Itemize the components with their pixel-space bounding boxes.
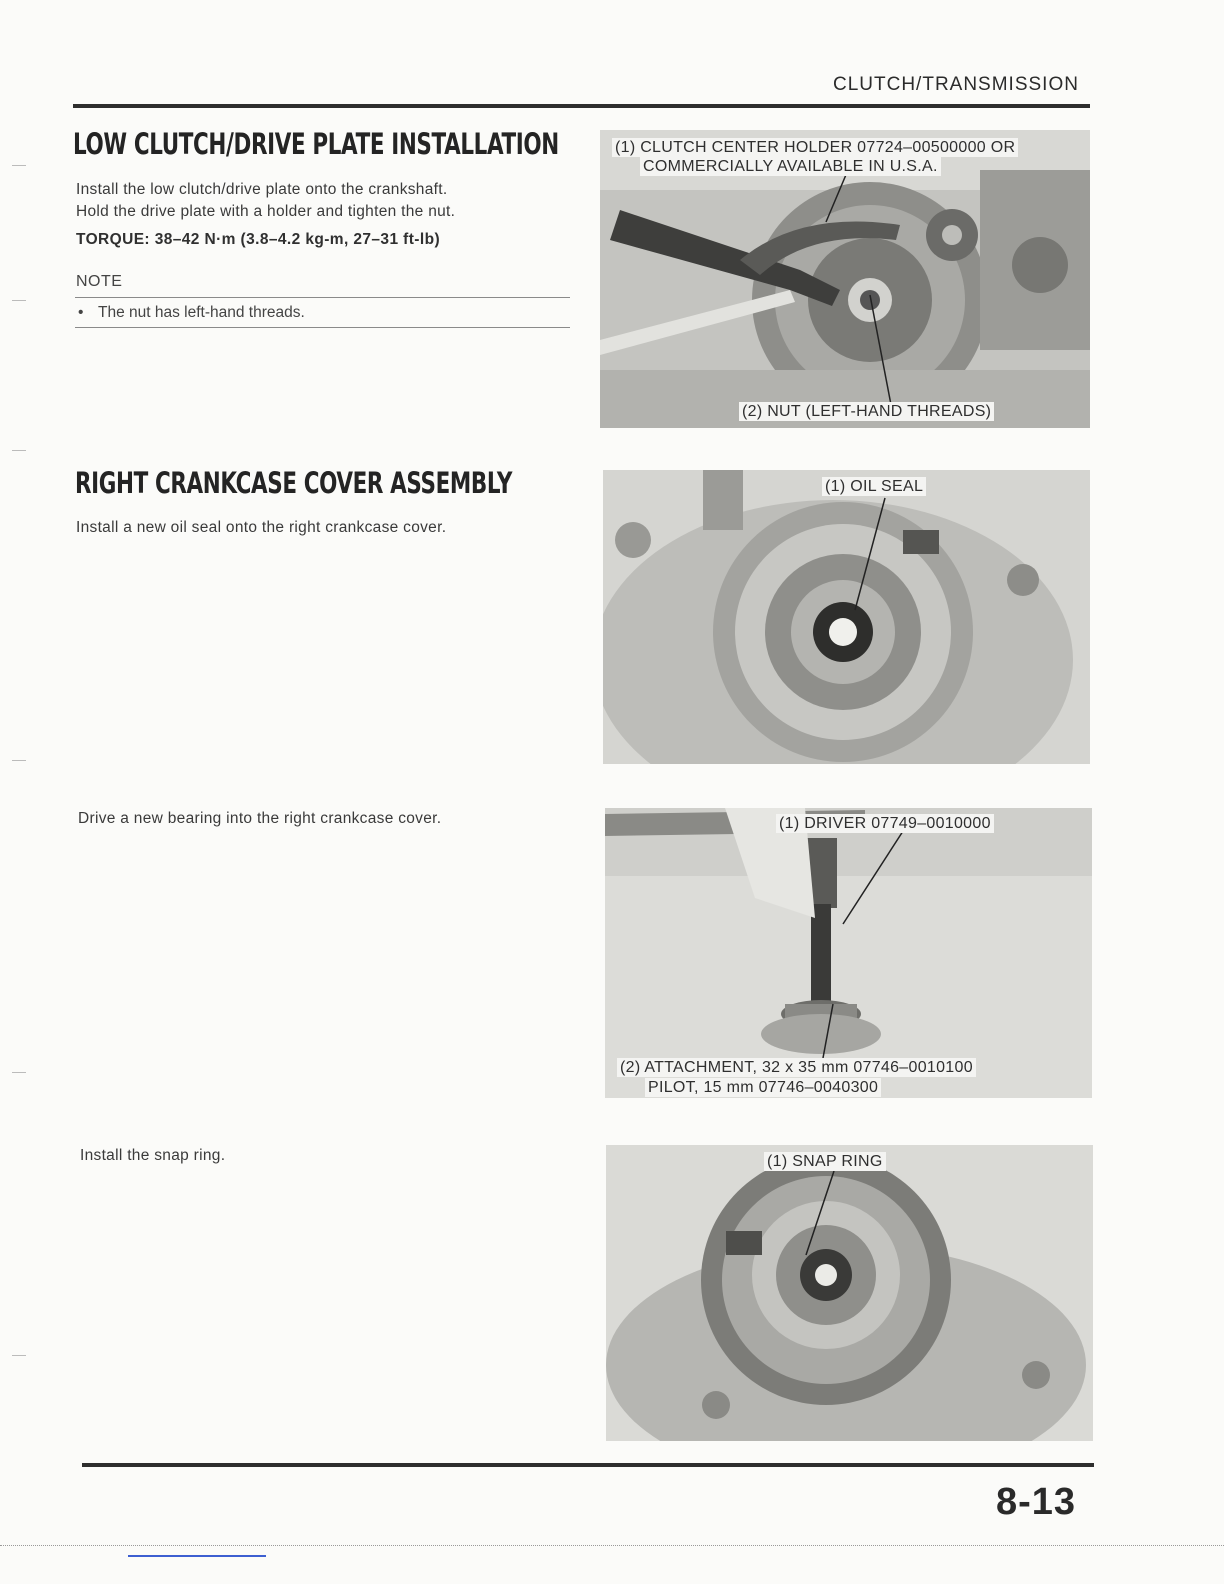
- photo-driver: [605, 808, 1092, 1098]
- photo-oil-seal: [603, 470, 1090, 764]
- note-label: NOTE: [76, 273, 123, 290]
- link-underline: [128, 1555, 266, 1557]
- step-snap-ring: Install the snap ring.: [80, 1147, 226, 1164]
- header-rule: [73, 104, 1090, 108]
- photo-label-oil-seal: (1) OIL SEAL: [822, 477, 926, 496]
- margin-mark: [12, 165, 26, 166]
- margin-mark: [12, 450, 26, 451]
- page-number: 8-13: [996, 1481, 1077, 1523]
- photo-label-driver: (1) DRIVER 07749–0010000: [776, 814, 994, 833]
- photo-label-snap-ring: (1) SNAP RING: [764, 1152, 886, 1171]
- torque-spec: TORQUE: 38–42 N·m (3.8–4.2 kg-m, 27–31 ft-lb): [76, 231, 441, 248]
- photo-snap-ring: [606, 1145, 1093, 1441]
- step-oil-seal: Install a new oil seal onto the right crankcase cover.: [76, 519, 447, 536]
- note-text: The nut has left-hand threads.: [98, 304, 305, 321]
- note-item: [78, 304, 305, 322]
- section-title-low-clutch: LOW CLUTCH/DRIVE PLATE INSTALLATION: [73, 127, 559, 161]
- section-title-crankcase-cover: RIGHT CRANKCASE COVER ASSEMBLY: [75, 466, 513, 500]
- instruction-line: Install the low clutch/drive plate onto the crankshaft.: [76, 181, 448, 198]
- scan-edge-line: [0, 1545, 1224, 1546]
- instruction-line: Hold the drive plate with a holder and tighten the nut.: [76, 203, 456, 220]
- photo-label-nut: (2) NUT (LEFT-HAND THREADS): [739, 402, 994, 421]
- margin-mark: [12, 1355, 26, 1356]
- note-rule-bottom: [75, 327, 570, 328]
- photo-label-attachment: (2) ATTACHMENT, 32 x 35 mm 07746–0010100: [617, 1058, 976, 1077]
- photo-label-clutch-holder-line2: COMMERCIALLY AVAILABLE IN U.S.A.: [640, 157, 941, 176]
- step-bearing: Drive a new bearing into the right crankcase cover.: [78, 810, 442, 827]
- photo-label-pilot: PILOT, 15 mm 07746–0040300: [645, 1078, 881, 1097]
- note-rule-top: [75, 297, 570, 298]
- margin-mark: [12, 1072, 26, 1073]
- margin-mark: [12, 760, 26, 761]
- note-bullet: •: [78, 304, 84, 321]
- photo-label-clutch-holder: (1) CLUTCH CENTER HOLDER 07724–00500000 OR: [612, 138, 1018, 157]
- margin-mark: [12, 300, 26, 301]
- section-header: CLUTCH/TRANSMISSION: [833, 74, 1079, 95]
- footer-rule: [82, 1463, 1094, 1467]
